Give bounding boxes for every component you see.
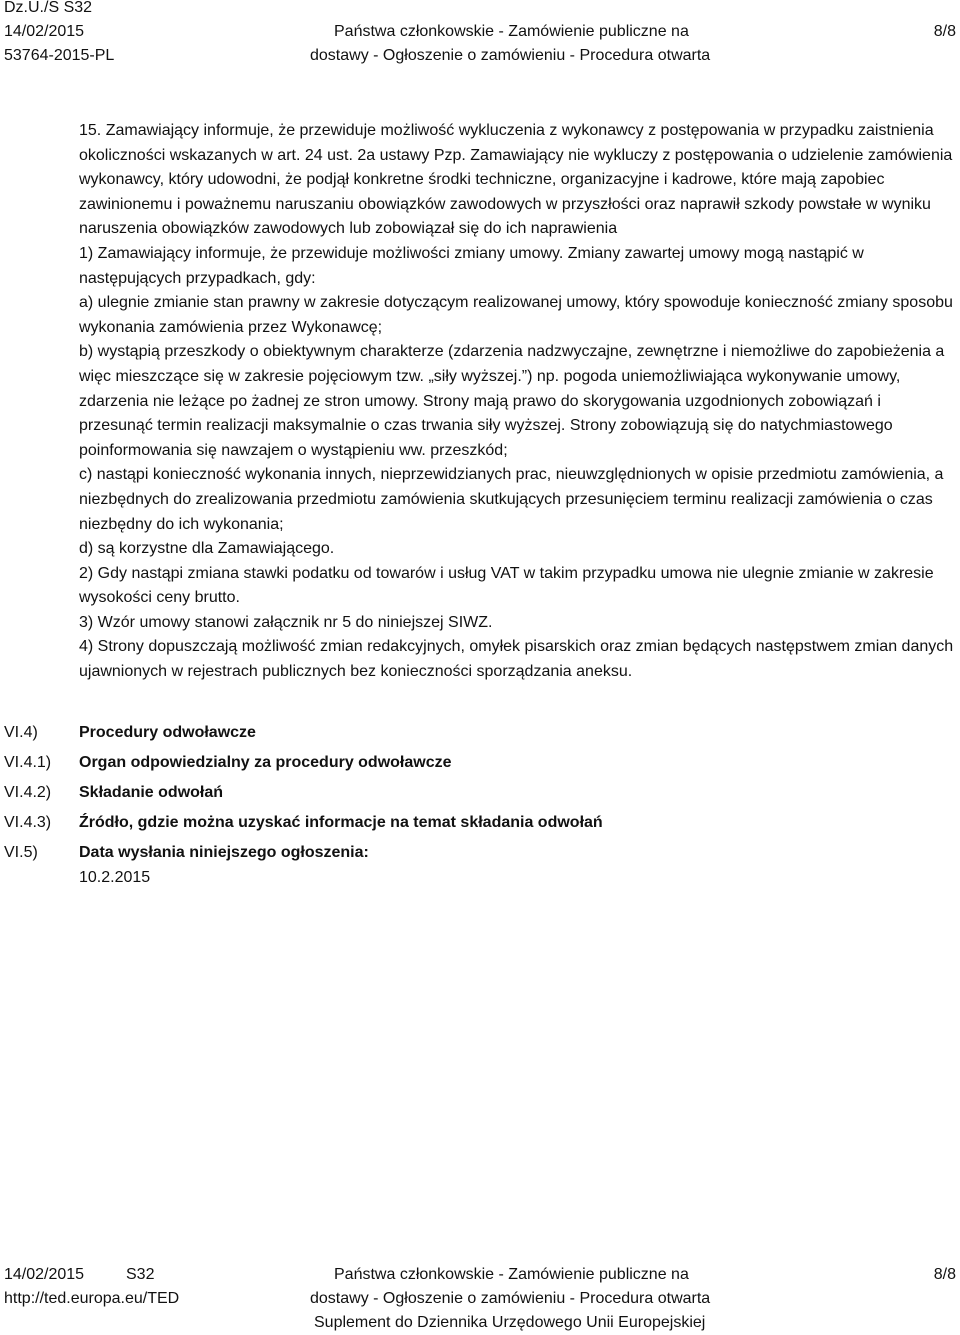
header-date: 14/02/2015 [4,23,85,40]
section-number-vi43: VI.4.3) [4,814,52,831]
footer-page-number: 8/8 [933,1266,956,1283]
footer-series: S32 [126,1266,155,1283]
section-number-vi42: VI.4.2) [4,784,52,801]
paragraph: 4) Strony dopuszczają możliwość zmian redakcyjnych, omyłek pisarskich oraz zmian będących następstwem zmian danych ujawnionych w rejestrach publicznych bez konieczności sporządzania aneksu. [79,638,954,681]
paragraph: 2) Gdy nastąpi zmiana stawki podatku od towarów i usług VAT w takim przypadku umowa nie ulegnie zmianie w zakresie wysokości ceny brutto. [79,564,934,607]
footer-title-line3: Suplement do Dziennika Urzędowego Unii Europejskiej [314,1314,706,1331]
paragraph: b) wystąpią przeszkody o obiektywnym charakterze (zdarzenia nadzwyczajne, zewnętrzne i niemożliwe do zapobieżenia a więc mieszczące się w zakresie pojęciowym tzw. „siły wyższej.”) np. pogoda uniemożliwiająca wykonywanie umowy, zdarzenia nie leżące po żadnej ze stron umowy. Strony mają prawo do skorygowania uzgodnionych zobowiązań i przesunąć termin realizacji maksymalnie o czas trwania siły wyższej. Strony zobowiązują się do natychmiastowego poinformowania się nawzajem o wystąpieniu ww. przeszkód; [79,343,945,459]
section-number-vi41: VI.4.1) [4,754,52,771]
footer-title-line2: dostawy - Ogłoszenie o zamówieniu - Procedura otwarta [310,1290,711,1307]
section-number-vi5: VI.5) [4,844,38,861]
section-title-vi43: Źródło, gdzie można uzyskać informacje na temat składania odwołań [79,814,603,831]
header-title-line2: dostawy - Ogłoszenie o zamówieniu - Procedura otwarta [310,47,711,64]
footer-title-line1: Państwa członkowskie - Zamówienie publiczne na [334,1266,689,1283]
section-title-vi4: Procedury odwoławcze [79,724,256,741]
section-title-vi41: Organ odpowiedzialny za procedury odwoławcze [79,754,452,771]
document-id: 53764-2015-PL [4,47,115,64]
journal-reference: Dz.U./S S32 [4,0,93,16]
paragraph: a) ulegnie zmianie stan prawny w zakresie dotyczącym realizowanej umowy, który spowoduje konieczność zmiany sposobu wykonania zamówienia przez Wykonawcę; [79,294,953,336]
header-title-line1: Państwa członkowskie - Zamówienie publiczne na [334,23,689,40]
paragraph: c) nastąpi konieczność wykonania innych, nieprzewidzianych prac, nieuwzględnionych w opisie przedmiotu zamówienia, a niezbędnych do zrealizowania przedmiotu zamówienia skutkujących przesunięciem terminu realizacji zamówienia o czas niezbędny do ich wykonania; [79,466,944,533]
section-number-vi4: VI.4) [4,724,38,741]
paragraph: 1) Zamawiający informuje, że przewiduje możliwości zmiany umowy. Zmiany zawartej umowy mogą nastąpić w następujących przypadkach, gdy: [79,244,864,287]
paragraph: d) są korzystne dla Zamawiającego. [79,540,335,558]
footer-url[interactable]: http://ted.europa.eu/TED [4,1290,180,1307]
paragraph: 3) Wzór umowy stanowi załącznik nr 5 do niniejszej SIWZ. [79,613,493,631]
body-text [79,119,957,685]
dispatch-date: 10.2.2015 [79,869,151,886]
footer-date: 14/02/2015 [4,1266,85,1283]
header-page-number: 8/8 [933,23,956,40]
paragraph: 15. Zamawiający informuje, że przewiduje możliwość wykluczenia z wykonawcy z postępowania w przypadku zaistnienia okoliczności wskazanych w art. 24 ust. 2a ustawy Pzp. Zamawiający nie wykluczy z postępowania o udzielenie zamówienia wykonawcy, który udowodni, że podjął konkretne środki techniczne, organizacyjne i kadrowe, które mają zapobiec zawinionemu i poważnemu naruszaniu obowiązków zawodowych w przyszłości oraz naprawił szkody powstałe w wyniku naruszenia obowiązków zawodowych lub zobowiązał się do ich naprawienia [79,122,953,238]
section-title-vi5: Data wysłania niniejszego ogłoszenia: [79,844,369,861]
section-title-vi42: Składanie odwołań [79,784,224,801]
